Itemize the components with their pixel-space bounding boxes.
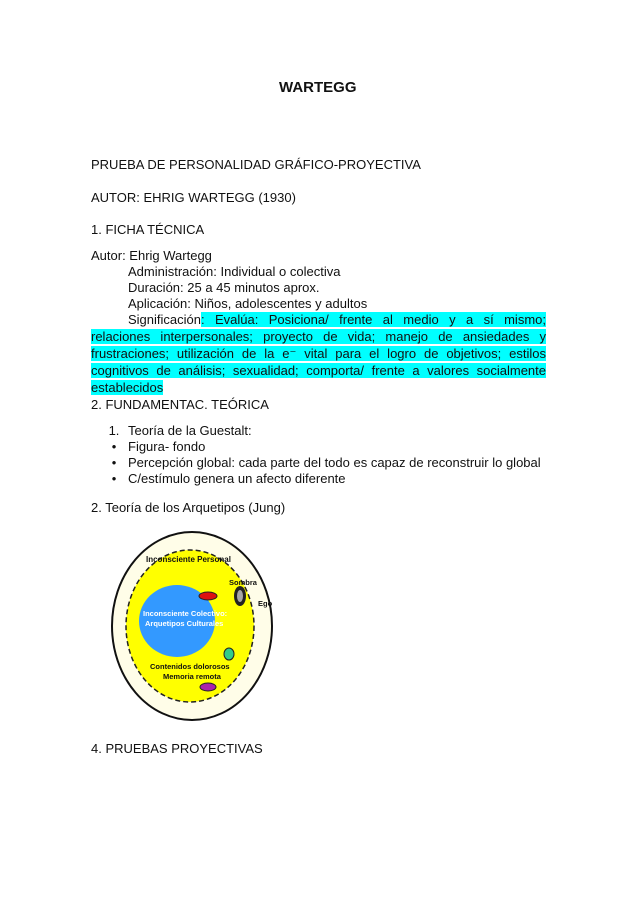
list-marker: •: [111, 471, 117, 486]
jung-psyche-diagram: [108, 528, 278, 726]
significacion-paragraph: [91, 311, 546, 396]
section-heading-fundamentacion: 2. FUNDAMENTAC. TEÓRICA: [91, 397, 269, 412]
list-marker: •: [111, 439, 117, 454]
list-item: C/estímulo genera un afecto diferente: [128, 471, 346, 486]
duracion-field: Duración: 25 a 45 minutos aprox.: [128, 280, 320, 295]
sombra-highlight: [237, 590, 243, 602]
list-item: Percepción global: cada parte del todo es capaz de reconstruir lo global: [128, 455, 541, 470]
subtitle: PRUEBA DE PERSONALIDAD GRÁFICO-PROYECTIVA: [91, 157, 421, 172]
significacion-label: Significación: [128, 312, 201, 327]
autor-field: Autor: Ehrig Wartegg: [91, 248, 212, 263]
label-inconsciente-personal: Inconsciente Personal: [146, 555, 231, 564]
significacion-highlight: : Evalúa: Posiciona/ frente al medio y a sí mismo; relaciones interpersonales; proyecto de vida; manejo de ansiedades y frustraciones; utilización de la e⁻ vital para el logro de objetivos; estilos cognitivos de análisis; sexualidad; comporta/ frente a valores socialmente establecidos: [91, 312, 546, 395]
label-contenidos-2: Memoria remota: [163, 672, 221, 681]
green-ellipse: [224, 648, 234, 660]
label-ego: Ego: [258, 599, 273, 608]
label-sombra: Sombra: [229, 578, 257, 587]
label-colectivo-1: Inconsciente Colectivo:: [143, 609, 228, 618]
list-item: Figura- fondo: [128, 439, 206, 454]
section-heading-pruebas: 4. PRUEBAS PROYECTIVAS: [91, 741, 263, 756]
red-ellipse: [199, 592, 217, 600]
label-contenidos-1: Contenidos dolorosos: [150, 662, 230, 671]
section-heading-arquetipos: 2. Teoría de los Arquetipos (Jung): [91, 500, 286, 515]
list-marker: 1.: [108, 423, 120, 438]
list-item: Teoría de la Guestalt:: [128, 423, 252, 438]
label-colectivo-2: Arquetipos Culturales: [145, 619, 224, 628]
aplicacion-field: Aplicación: Niños, adolescentes y adultos: [128, 296, 368, 311]
administracion-field: Administración: Individual o colectiva: [128, 264, 341, 279]
page-title: WARTEGG: [279, 79, 357, 96]
section-heading-ficha: 1. FICHA TÉCNICA: [91, 222, 205, 237]
list-marker: •: [111, 455, 117, 470]
author-line: AUTOR: EHRIG WARTEGG (1930): [91, 190, 296, 205]
purple-ellipse: [200, 683, 216, 691]
